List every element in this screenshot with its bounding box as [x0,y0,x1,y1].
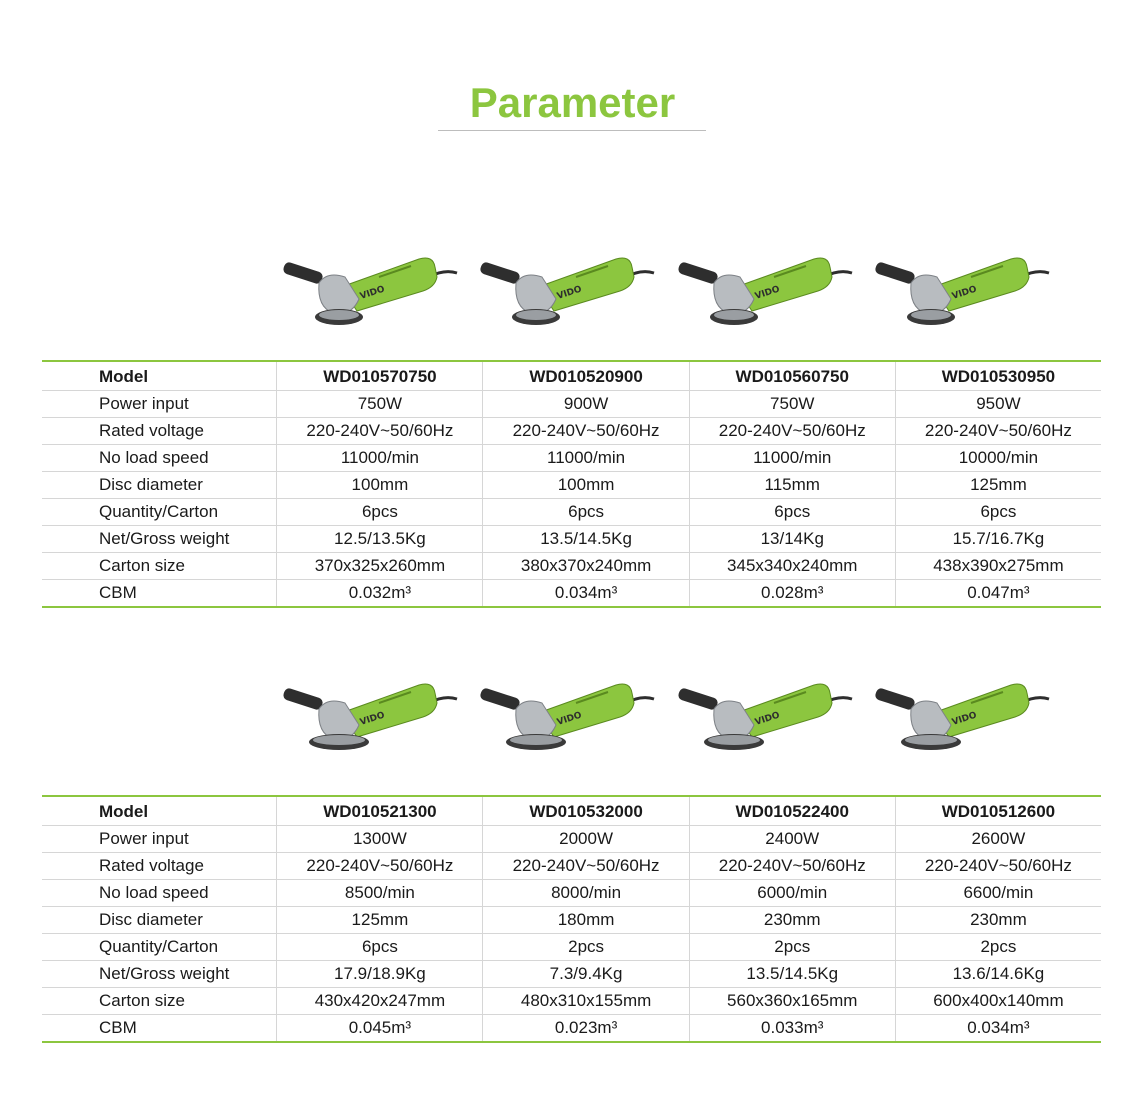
row-label: Power input [42,826,277,853]
svg-text:VIDO: VIDO [358,284,386,302]
svg-text:VIDO: VIDO [358,710,386,728]
table-cell: 125mm [895,472,1101,499]
model-cell: WD010512600 [895,796,1101,826]
page-title: Parameter [469,79,676,126]
row-label: Net/Gross weight [42,961,277,988]
model-cell: WD010532000 [483,796,689,826]
table-cell: 6pcs [277,934,483,961]
row-label: No load speed [42,445,277,472]
angle-grinder-image [270,232,468,342]
model-cell: WD010530950 [895,361,1101,391]
table-row [42,499,1101,526]
table-row [42,580,1101,608]
table-cell: 6pcs [277,499,483,526]
row-label: Disc diameter [42,472,277,499]
row-label: Rated voltage [42,418,277,445]
table-row [42,961,1101,988]
row-label: Model [42,361,277,391]
row-label: CBM [99,1018,137,1037]
table-cell: 0.047m³ [895,580,1101,608]
model-cell: WD010520900 [483,361,689,391]
table-cell: 0.045m³ [277,1015,483,1043]
row-label: No load speed [42,880,277,907]
table-row [42,796,1101,826]
table-cell: 7.3/9.4Kg [483,961,689,988]
svg-text:VIDO: VIDO [753,710,781,728]
table-cell: 750W [277,391,483,418]
svg-text:VIDO: VIDO [951,710,979,728]
table-cell: 560x360x165mm [689,988,895,1015]
table-cell: 2pcs [483,934,689,961]
table-cell: 0.028m³ [689,580,895,608]
table-row [42,553,1101,580]
table-cell: 13.5/14.5Kg [689,961,895,988]
table-row [42,934,1101,961]
table-cell: 180mm [483,907,689,934]
row-label: Quantity/Carton [42,499,277,526]
table-cell: 2400W [689,826,895,853]
table-cell: 125mm [277,907,483,934]
angle-grinder-image [468,658,666,768]
model-cell: WD010521300 [277,796,483,826]
table-row [42,391,1101,418]
table-cell: 2pcs [689,934,895,961]
table-cell: 380x370x240mm [483,553,689,580]
table-row [42,826,1101,853]
row-label: Carton size [42,988,277,1015]
spec-table-2 [42,795,1101,1043]
table-cell: 11000/min [277,445,483,472]
table-row [42,361,1101,391]
table-cell: 220-240V~50/60Hz [689,853,895,880]
table-cell: 220-240V~50/60Hz [483,853,689,880]
table-cell: 12.5/13.5Kg [277,526,483,553]
table-cell: 2000W [483,826,689,853]
svg-text:VIDO: VIDO [753,284,781,302]
table-cell: 11000/min [483,445,689,472]
product-images-row-1 [270,232,1060,342]
table-cell: 0.032m³ [277,580,483,608]
table-cell: 13.5/14.5Kg [483,526,689,553]
table-cell: 115mm [689,472,895,499]
table-cell: 480x310x155mm [483,988,689,1015]
table-cell: 8000/min [483,880,689,907]
angle-grinder-image [665,232,863,342]
table-cell: 0.033m³ [689,1015,895,1043]
table-row [42,418,1101,445]
table-cell: 2600W [895,826,1101,853]
svg-text:VIDO: VIDO [556,284,584,302]
table-cell: 6600/min [895,880,1101,907]
model-cell: WD010522400 [689,796,895,826]
table-cell: 370x325x260mm [277,553,483,580]
table-cell: 230mm [689,907,895,934]
table-row [42,1015,1101,1043]
table-cell: 950W [895,391,1101,418]
table-cell: 438x390x275mm [895,553,1101,580]
table-cell: 17.9/18.9Kg [277,961,483,988]
table-cell: 6pcs [895,499,1101,526]
angle-grinder-image [270,658,468,768]
svg-text:VIDO: VIDO [951,284,979,302]
table-cell: 220-240V~50/60Hz [483,418,689,445]
table-cell: 10000/min [895,445,1101,472]
row-label: Rated voltage [42,853,277,880]
table-cell: 430x420x247mm [277,988,483,1015]
row-label: Net/Gross weight [42,526,277,553]
table-cell: 230mm [895,907,1101,934]
table-cell: 6000/min [689,880,895,907]
row-label: Model [42,796,277,826]
row-label: CBM [99,583,137,602]
table-cell: 600x400x140mm [895,988,1101,1015]
table-cell: 15.7/16.7Kg [895,526,1101,553]
table-cell: 220-240V~50/60Hz [689,418,895,445]
angle-grinder-image [863,232,1061,342]
table-cell: 1300W [277,826,483,853]
table-cell: 220-240V~50/60Hz [895,853,1101,880]
table-row [42,907,1101,934]
table-cell: 0.023m³ [483,1015,689,1043]
row-label: Carton size [42,553,277,580]
svg-text:VIDO: VIDO [556,710,584,728]
table-cell: 220-240V~50/60Hz [277,853,483,880]
table-cell: 11000/min [689,445,895,472]
table-row [42,526,1101,553]
row-label: Quantity/Carton [42,934,277,961]
table-cell: 6pcs [689,499,895,526]
table-row [42,445,1101,472]
table-cell: 8500/min [277,880,483,907]
title-divider [438,130,706,131]
table-row [42,472,1101,499]
table-cell: 0.034m³ [483,580,689,608]
table-row [42,853,1101,880]
table-row [42,880,1101,907]
product-images-row-2 [270,658,1060,768]
table-cell: 220-240V~50/60Hz [277,418,483,445]
table-cell: 13/14Kg [689,526,895,553]
row-label: Disc diameter [42,907,277,934]
table-cell: 900W [483,391,689,418]
table-cell: 750W [689,391,895,418]
model-cell: WD010570750 [277,361,483,391]
angle-grinder-image [665,658,863,768]
table-cell: 0.034m³ [895,1015,1101,1043]
spec-table-1 [42,360,1101,608]
table-row [42,988,1101,1015]
table-cell: 220-240V~50/60Hz [895,418,1101,445]
table-cell: 13.6/14.6Kg [895,961,1101,988]
table-cell: 2pcs [895,934,1101,961]
model-cell: WD010560750 [689,361,895,391]
table-cell: 345x340x240mm [689,553,895,580]
row-label: Power input [42,391,277,418]
table-cell: 100mm [277,472,483,499]
angle-grinder-image [863,658,1061,768]
angle-grinder-image [468,232,666,342]
table-cell: 6pcs [483,499,689,526]
table-cell: 100mm [483,472,689,499]
